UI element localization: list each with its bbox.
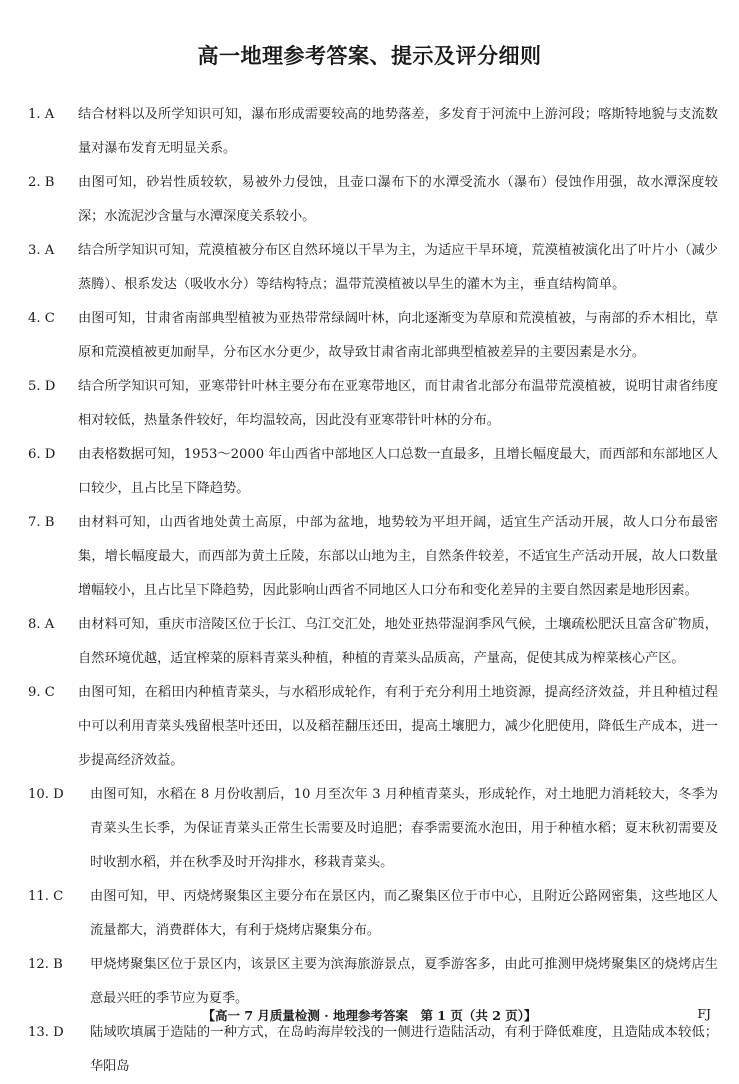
answer-number: 8. A [28, 617, 55, 632]
answer-item [28, 438, 718, 506]
answer-item [28, 302, 718, 370]
answer-item [28, 676, 718, 778]
answer-item [28, 880, 718, 948]
answer-explanation: 由图可知，砂岩性质较软，易被外力侵蚀，且壶口瀑布下的水潭受流水（瀑布）侵蚀作用强，故水潭深度较深；水流泥沙含量与水潭深度关系较小。 [78, 175, 718, 224]
answer-number: 7. B [28, 515, 55, 530]
answer-number: 13. D [28, 1025, 64, 1040]
answer-item [28, 778, 718, 880]
answer-number: 6. D [28, 447, 56, 462]
answer-explanation: 由表格数据可知，1953～2000 年山西省中部地区人口总数一直最多，且增长幅度最大，而西部和东部地区人口较少，且占比呈下降趋势。 [78, 447, 718, 496]
footer-page-info: 【高一 7 月质量检测 · 地理参考答案 第 1 页（共 2 页）】 [202, 1008, 537, 1023]
answer-explanation: 由材料可知，山西省地处黄土高原，中部为盆地，地势较为平坦开阔，适宜生产活动开展，故人口分布最密集，增长幅度最大，而西部为黄土丘陵，东部以山地为主，自然条件较差，不适宜生产活动开展，故人口数量增幅较小，且占比呈下降趋势，因此影响山西省不同地区人口分布和变化差异的主要自然因素是地形因素。 [78, 515, 718, 598]
footer-code: FJ [697, 1006, 711, 1021]
answer-explanation: 结合所学知识可知，荒漠植被分布区自然环境以干旱为主，为适应干旱环境，荒漠植被演化出了叶片小（减少蒸腾）、根系发达（吸收水分）等结构特点；温带荒漠植被以旱生的灌木为主，垂直结构简单。 [78, 243, 718, 292]
answer-number: 10. D [28, 787, 64, 802]
answer-number: 3. A [28, 243, 55, 258]
page-title: 高一地理参考答案、提示及评分细则 [197, 43, 542, 68]
answer-number: 12. B [28, 957, 63, 972]
answer-number: 1. A [28, 107, 55, 122]
answer-list [28, 98, 718, 1084]
answer-number: 11. C [28, 889, 64, 904]
answer-explanation: 由图可知，甘肃省南部典型植被为亚热带常绿阔叶林，向北逐渐变为草原和荒漠植被，与南部的乔木相比，草原和荒漠植被更加耐旱，分布区水分更少，故导致甘肃省南北部典型植被差异的主要因素是水分。 [78, 311, 718, 360]
answer-item [28, 98, 718, 166]
answer-item [28, 1016, 718, 1084]
answer-number: 4. C [28, 311, 55, 326]
answer-number: 9. C [28, 685, 55, 700]
answer-item [28, 370, 718, 438]
answer-explanation: 甲烧烤聚集区位于景区内，该景区主要为滨海旅游景点，夏季游客多，由此可推测甲烧烤聚集区的烧烤店生意最兴旺的季节应为夏季。 [90, 957, 718, 1006]
answer-number: 5. D [28, 379, 56, 394]
answer-explanation: 由图可知，在稻田内种植青菜头，与水稻形成轮作，有利于充分利用土地资源，提高经济效益，并且种植过程中可以利用青菜头残留根茎叶还田，以及稻茬翻压还田，提高土壤肥力，减少化肥使用，降低生产成本，进一步提高经济效益。 [78, 685, 718, 768]
answer-explanation: 结合材料以及所学知识可知，瀑布形成需要较高的地势落差，多发育于河流中上游河段；喀斯特地貌与支流数量对瀑布发育无明显关系。 [78, 107, 718, 156]
answer-item [28, 166, 718, 234]
answer-item [28, 234, 718, 302]
answer-explanation: 由材料可知，重庆市涪陵区位于长江、乌江交汇处，地处亚热带湿润季风气候，土壤疏松肥沃且富含矿物质，自然环境优越，适宜榨菜的原料青菜头种植，种植的青菜头品质高，产量高，促使其成为榨菜核心产区。 [78, 617, 718, 666]
answer-item [28, 506, 718, 608]
answer-explanation: 由图可知，甲、丙烧烤聚集区主要分布在景区内，而乙聚集区位于市中心，且附近公路网密集，这些地区人流量都大，消费群体大，有利于烧烤店聚集分布。 [90, 889, 718, 938]
answer-item [28, 608, 718, 676]
answer-explanation: 陆域吹填属于造陆的一种方式，在岛屿海岸较浅的一侧进行造陆活动，有利于降低难度，且造陆成本较低；华阳岛 [90, 1025, 718, 1074]
answer-explanation: 由图可知，水稻在 8 月份收割后，10 月至次年 3 月种植青菜头，形成轮作，对土地肥力消耗较大，冬季为青菜头生长季，为保证青菜头正常生长需要及时追肥；春季需要流水泡田，用于种植水稻；夏末秋初需要及时收割水稻，并在秋季及时开沟排水，移栽青菜头。 [90, 787, 718, 870]
answer-explanation: 结合所学知识可知，亚寒带针叶林主要分布在亚寒带地区，而甘肃省北部分布温带荒漠植被，说明甘肃省纬度相对较低，热量条件较好，年均温较高，因此没有亚寒带针叶林的分布。 [78, 379, 718, 428]
answer-number: 2. B [28, 175, 55, 190]
